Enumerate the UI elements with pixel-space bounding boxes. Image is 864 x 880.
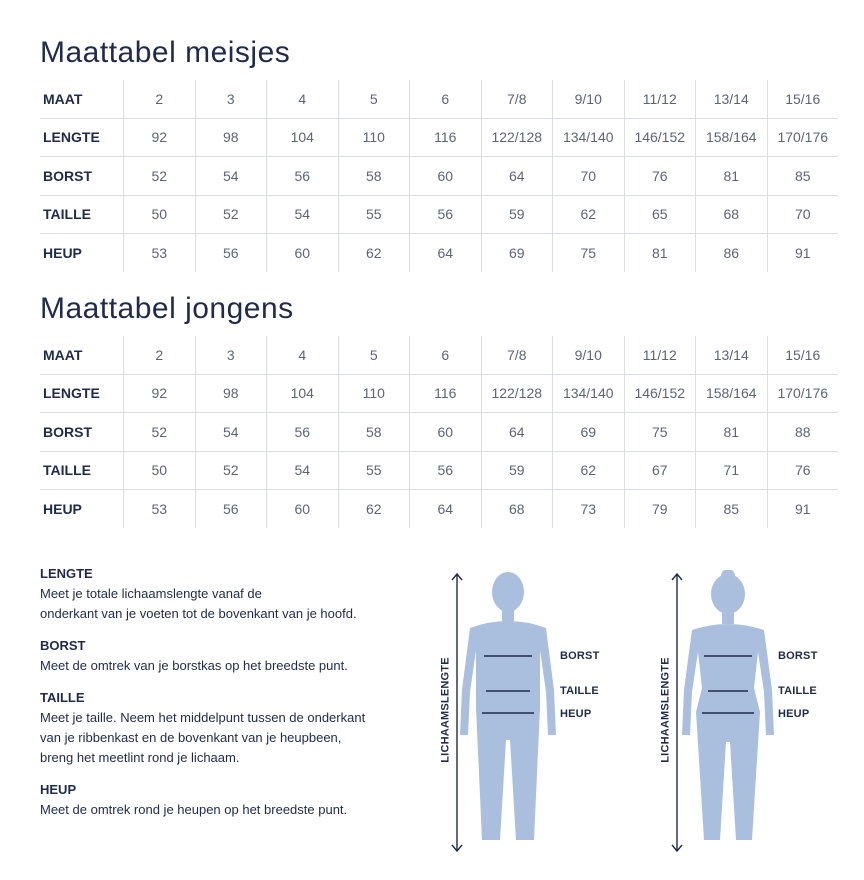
table-cell: 69 [553,413,625,452]
table-cell: 91 [767,490,838,528]
girl-taille-label: TAILLE [778,685,817,697]
row-label: BORST [40,413,124,452]
table-cell: 2 [124,80,196,118]
table-cell: 50 [124,451,196,490]
table-row [40,490,838,528]
table-cell: 146/152 [624,118,696,157]
legend-description [40,656,420,676]
row-label: MAAT [40,336,124,374]
table-row [40,80,838,118]
table-cell: 60 [410,413,482,452]
table-cell: 85 [767,157,838,196]
table-cell: 81 [696,157,768,196]
legend-line: breng het meetlint rond je lichaam. [40,750,240,765]
table-cell: 62 [338,490,410,528]
table-cell: 54 [195,413,267,452]
table-cell: 60 [267,234,339,272]
table-cell: 56 [267,157,339,196]
table-cell: 15/16 [767,336,838,374]
table-cell: 3 [195,336,267,374]
table-cell: 64 [410,234,482,272]
table-cell: 70 [553,157,625,196]
table-row [40,118,838,157]
table-cell: 5 [338,80,410,118]
table-cell: 73 [553,490,625,528]
table-cell: 104 [267,374,339,413]
table-cell: 85 [696,490,768,528]
table-cell: 11/12 [624,336,696,374]
table-cell: 58 [338,157,410,196]
table-cell: 59 [481,195,553,234]
table-cell: 75 [553,234,625,272]
table-cell: 52 [124,413,196,452]
boys-table-title: Maattabel jongens [40,292,294,325]
table-cell: 6 [410,336,482,374]
table-cell: 54 [195,157,267,196]
table-cell: 110 [338,374,410,413]
table-cell: 54 [267,195,339,234]
table-cell: 52 [195,195,267,234]
table-cell: 75 [624,413,696,452]
girl-borst-label: BORST [778,650,818,662]
table-row [40,195,838,234]
table-cell: 92 [124,374,196,413]
legend-line: Meet je taille. Neem het middelpunt tussen de onderkant [40,710,366,725]
table-row [40,336,838,374]
table-cell: 110 [338,118,410,157]
table-cell: 104 [267,118,339,157]
table-cell: 76 [767,451,838,490]
legend-line: van je ribbenkast en de bovenkant van je heupbeen, [40,730,342,745]
table-cell: 91 [767,234,838,272]
table-cell: 134/140 [553,118,625,157]
table-cell: 116 [410,118,482,157]
table-cell: 69 [481,234,553,272]
row-label: HEUP [43,500,82,517]
table-cell: 134/140 [553,374,625,413]
table-cell: 170/176 [767,118,838,157]
table-cell: 9/10 [553,336,625,374]
table-cell: 13/14 [696,80,768,118]
legend-heading: HEUP [40,782,77,797]
table-cell: 86 [696,234,768,272]
row-label: HEUP [43,244,82,261]
table-cell: 64 [410,490,482,528]
table-cell: 2 [124,336,196,374]
table-cell: 56 [410,195,482,234]
table-cell: 92 [124,118,196,157]
table-cell: 6 [410,80,482,118]
table-row [40,413,838,452]
boy-body-illustration [430,570,620,855]
legend-description [40,708,420,768]
table-cell: 7/8 [481,336,553,374]
boy-heup-label: HEUP [560,708,592,720]
table-cell: 88 [767,413,838,452]
boy-taille-label: TAILLE [560,685,599,697]
girl-body-illustration [650,570,840,855]
row-label: TAILLE [40,195,124,234]
table-cell: 64 [481,413,553,452]
legend-line: Meet de omtrek rond je heupen op het breedste punt. [40,802,348,817]
table-cell: 62 [553,451,625,490]
table-cell: 56 [267,413,339,452]
table-cell: 158/164 [696,374,768,413]
table-cell: 15/16 [767,80,838,118]
table-cell: 62 [338,234,410,272]
boys-size-table [40,336,838,528]
table-cell: 98 [195,118,267,157]
table-cell: 5 [338,336,410,374]
table-cell: 146/152 [624,374,696,413]
row-label: LENGTE [40,118,124,157]
table-cell: 54 [267,451,339,490]
table-cell: 56 [195,490,267,528]
table-cell: 50 [124,195,196,234]
legend-line: onderkant van je voeten tot de bovenkant van je hoofd. [40,606,357,621]
table-cell: 122/128 [481,374,553,413]
legend-heading: LENGTE [40,566,93,581]
table-cell: 122/128 [481,118,553,157]
table-cell: 9/10 [553,80,625,118]
legend-heading: BORST [40,638,86,653]
table-cell: 70 [767,195,838,234]
boy-borst-label: BORST [560,650,600,662]
row-label: BORST [40,157,124,196]
table-cell: 53 [124,490,196,528]
table-cell: 98 [195,374,267,413]
girls-size-table [40,80,838,272]
table-cell: 65 [624,195,696,234]
table-cell: 116 [410,374,482,413]
table-cell: 55 [338,195,410,234]
legend-description [40,800,420,820]
girl-heup-label: HEUP [778,708,810,720]
table-cell: 52 [124,157,196,196]
table-cell: 4 [267,336,339,374]
girl-figure [650,570,840,855]
table-cell: 11/12 [624,80,696,118]
table-cell: 58 [338,413,410,452]
table-cell: 60 [267,490,339,528]
table-cell: 67 [624,451,696,490]
table-row [40,374,838,413]
table-cell: 56 [195,234,267,272]
table-cell: 68 [696,195,768,234]
row-label: TAILLE [40,451,124,490]
legend-heading: TAILLE [40,690,85,705]
table-cell: 81 [624,234,696,272]
girls-table-title: Maattabel meisjes [40,36,291,69]
legend-line: Meet de omtrek van je borstkas op het breedste punt. [40,658,348,673]
table-cell: 4 [267,80,339,118]
legend-description [40,584,420,624]
table-cell: 56 [410,451,482,490]
girl-height-label: LICHAAMSLENGTE [659,657,672,763]
legend-line: Meet je totale lichaamslengte vanaf de [40,586,262,601]
table-row [40,451,838,490]
table-cell: 64 [481,157,553,196]
row-label: LENGTE [40,374,124,413]
table-cell: 81 [696,413,768,452]
table-cell: 68 [481,490,553,528]
table-cell: 76 [624,157,696,196]
table-row [40,234,838,272]
table-cell: 7/8 [481,80,553,118]
boy-figure [430,570,620,855]
table-cell: 59 [481,451,553,490]
table-cell: 62 [553,195,625,234]
table-cell: 52 [195,451,267,490]
table-cell: 55 [338,451,410,490]
measurement-legend [40,566,420,834]
table-cell: 3 [195,80,267,118]
table-cell: 158/164 [696,118,768,157]
row-label: MAAT [40,80,124,118]
table-cell: 60 [410,157,482,196]
boy-height-label: LICHAAMSLENGTE [439,657,452,763]
table-cell: 13/14 [696,336,768,374]
table-cell: 53 [124,234,196,272]
table-cell: 170/176 [767,374,838,413]
table-row [40,157,838,196]
table-cell: 79 [624,490,696,528]
table-cell: 71 [696,451,768,490]
